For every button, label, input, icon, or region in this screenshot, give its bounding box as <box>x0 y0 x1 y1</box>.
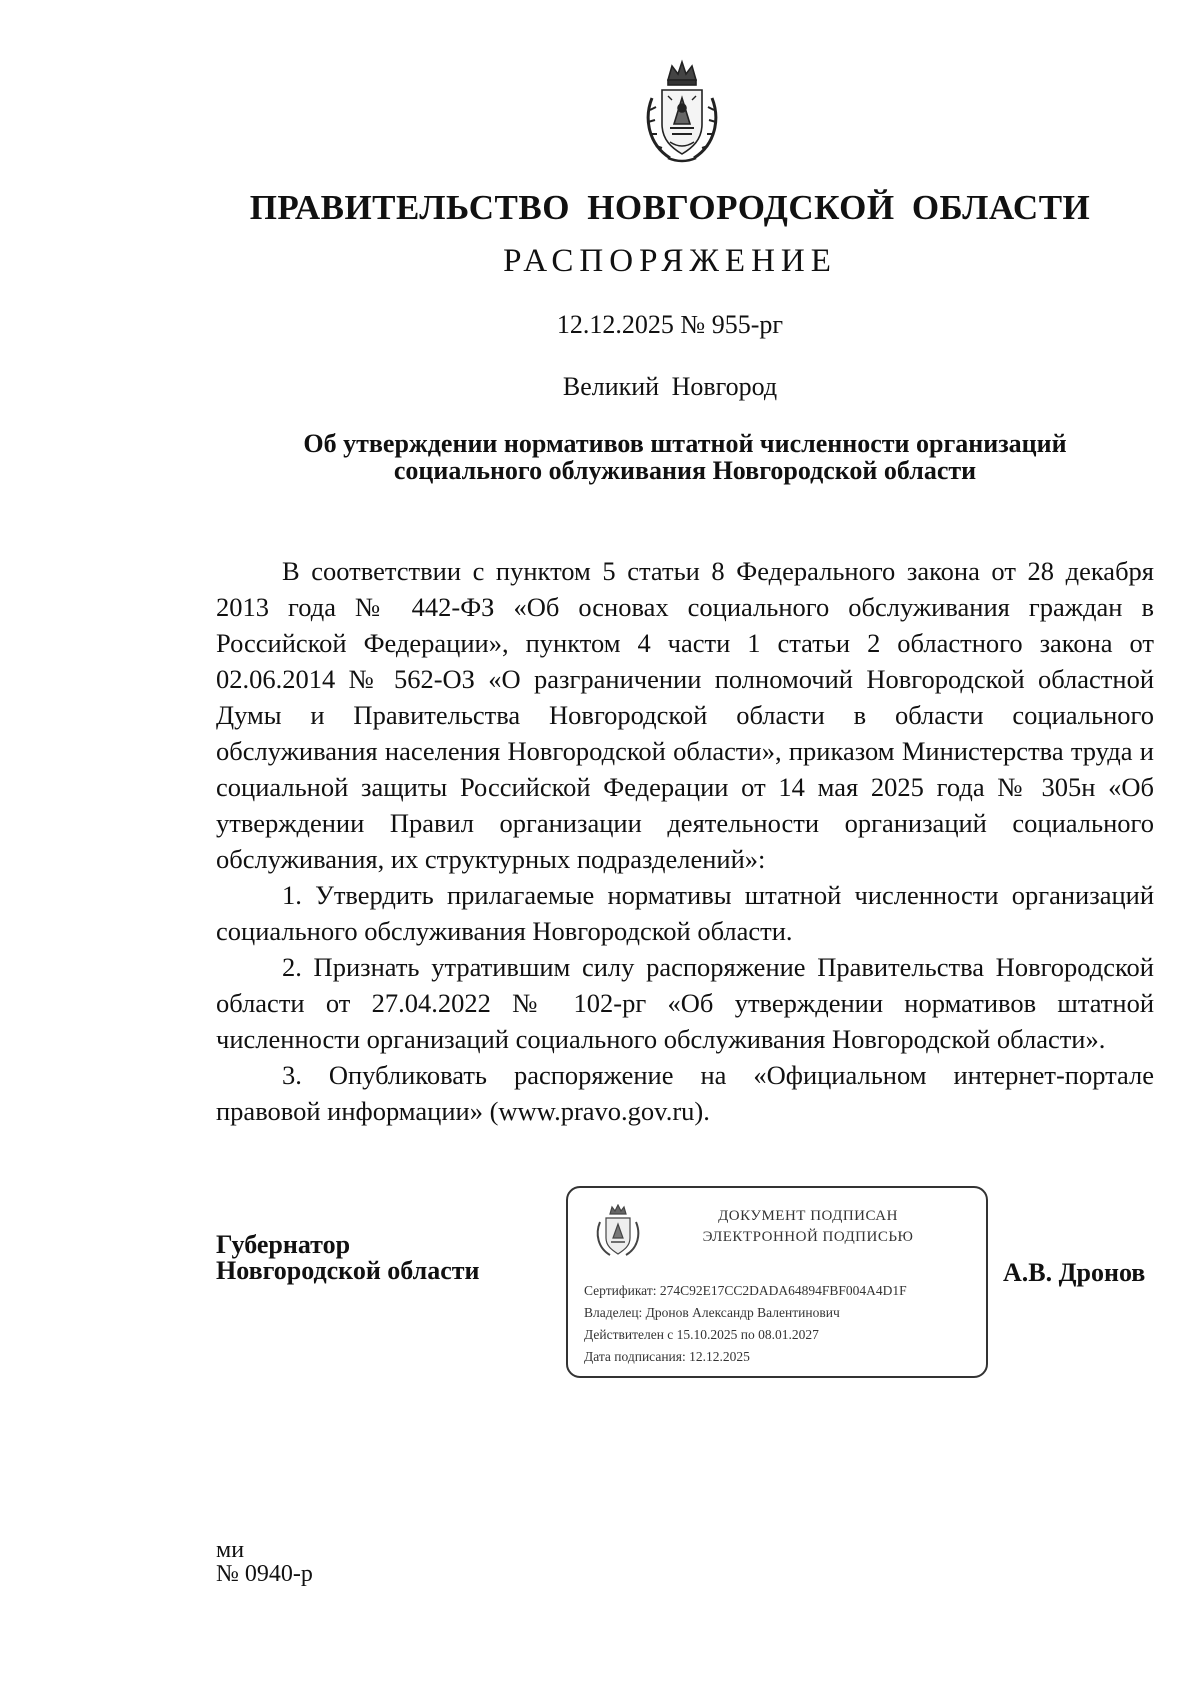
stamp-title <box>658 1206 958 1248</box>
subject-line-2: социального облуживания Новгородской области <box>393 456 977 485</box>
coat-of-arms-icon <box>640 58 724 166</box>
electronic-signature-stamp <box>566 1186 988 1378</box>
signatory-position <box>216 1232 480 1284</box>
body-item-2: 2. Признать утратившим силу распоряжение Правительства Новгородской области от 27.04.2022 № 102-рг «Об утверждении нормативов штатной численности организаций социального обслуживания Новгородской области». <box>216 952 1154 1054</box>
signatory-name: А.В. Дронов <box>1003 1258 1146 1287</box>
document-footer <box>216 1538 313 1586</box>
document-date-number: 12.12.2025 № 955-рг <box>556 310 784 339</box>
signatory-position-line-2: Новгородской области <box>216 1256 480 1285</box>
footer-number: № 0940-р <box>216 1561 313 1587</box>
stamp-signing-date: Дата подписания: 12.12.2025 <box>584 1349 750 1364</box>
document-subject <box>215 430 1155 484</box>
subject-line-1: Об утверждении нормативов штатной численности организаций <box>303 429 1067 458</box>
stamp-certificate: Сертификат: 274C92E17CC2DADA64894FBF004A4D1F <box>584 1283 907 1298</box>
body-item-1: 1. Утвердить прилагаемые нормативы штатной численности организаций социального обслуживания Новгородской области. <box>216 880 1154 946</box>
document-body <box>216 553 1154 1129</box>
stamp-validity: Действителен с 15.10.2025 по 08.01.2027 <box>584 1327 819 1342</box>
document-city: Великий Новгород <box>562 372 778 401</box>
stamp-title-line-2: ЭЛЕКТРОННОЙ ПОДПИСЬЮ <box>702 1229 914 1245</box>
document-type: РАСПОРЯЖЕНИЕ <box>503 243 837 279</box>
stamp-title-line-1: ДОКУМЕНТ ПОДПИСАН <box>718 1208 898 1224</box>
stamp-owner: Владелец: Дронов Александр Валентинович <box>584 1305 840 1320</box>
coat-of-arms-icon <box>594 1204 642 1258</box>
footer-initials: ми <box>216 1537 245 1563</box>
body-item-3: 3. Опубликовать распоряжение на «Официальном интернет-портале правовой информации» (www.pravo.gov.ru). <box>216 1060 1154 1126</box>
government-title: ПРАВИТЕЛЬСТВО НОВГОРОДСКОЙ ОБЛАСТИ <box>249 188 1091 227</box>
stamp-details <box>584 1280 984 1368</box>
signatory-position-line-1: Губернатор <box>216 1230 351 1259</box>
body-preamble: В соответствии с пунктом 5 статьи 8 Федерального закона от 28 декабря 2013 года № 442-ФЗ «Об основах социального обслуживания граждан в Российской Федерации», пунктом 4 части 1 статьи 2 областного закона от 02.06.2014 № 562-ОЗ «О разграничении полномочий Новгородской областной Думы и Правительства Новгородской области в области социального обслуживания населения Новгородской области», приказом Министерства труда и социальной защиты Российской Федерации от 14 мая 2025 года № 305н «Об утверждении Правил организации деятельности организаций социального обслуживания, их структурных подразделений»: <box>216 556 1154 874</box>
